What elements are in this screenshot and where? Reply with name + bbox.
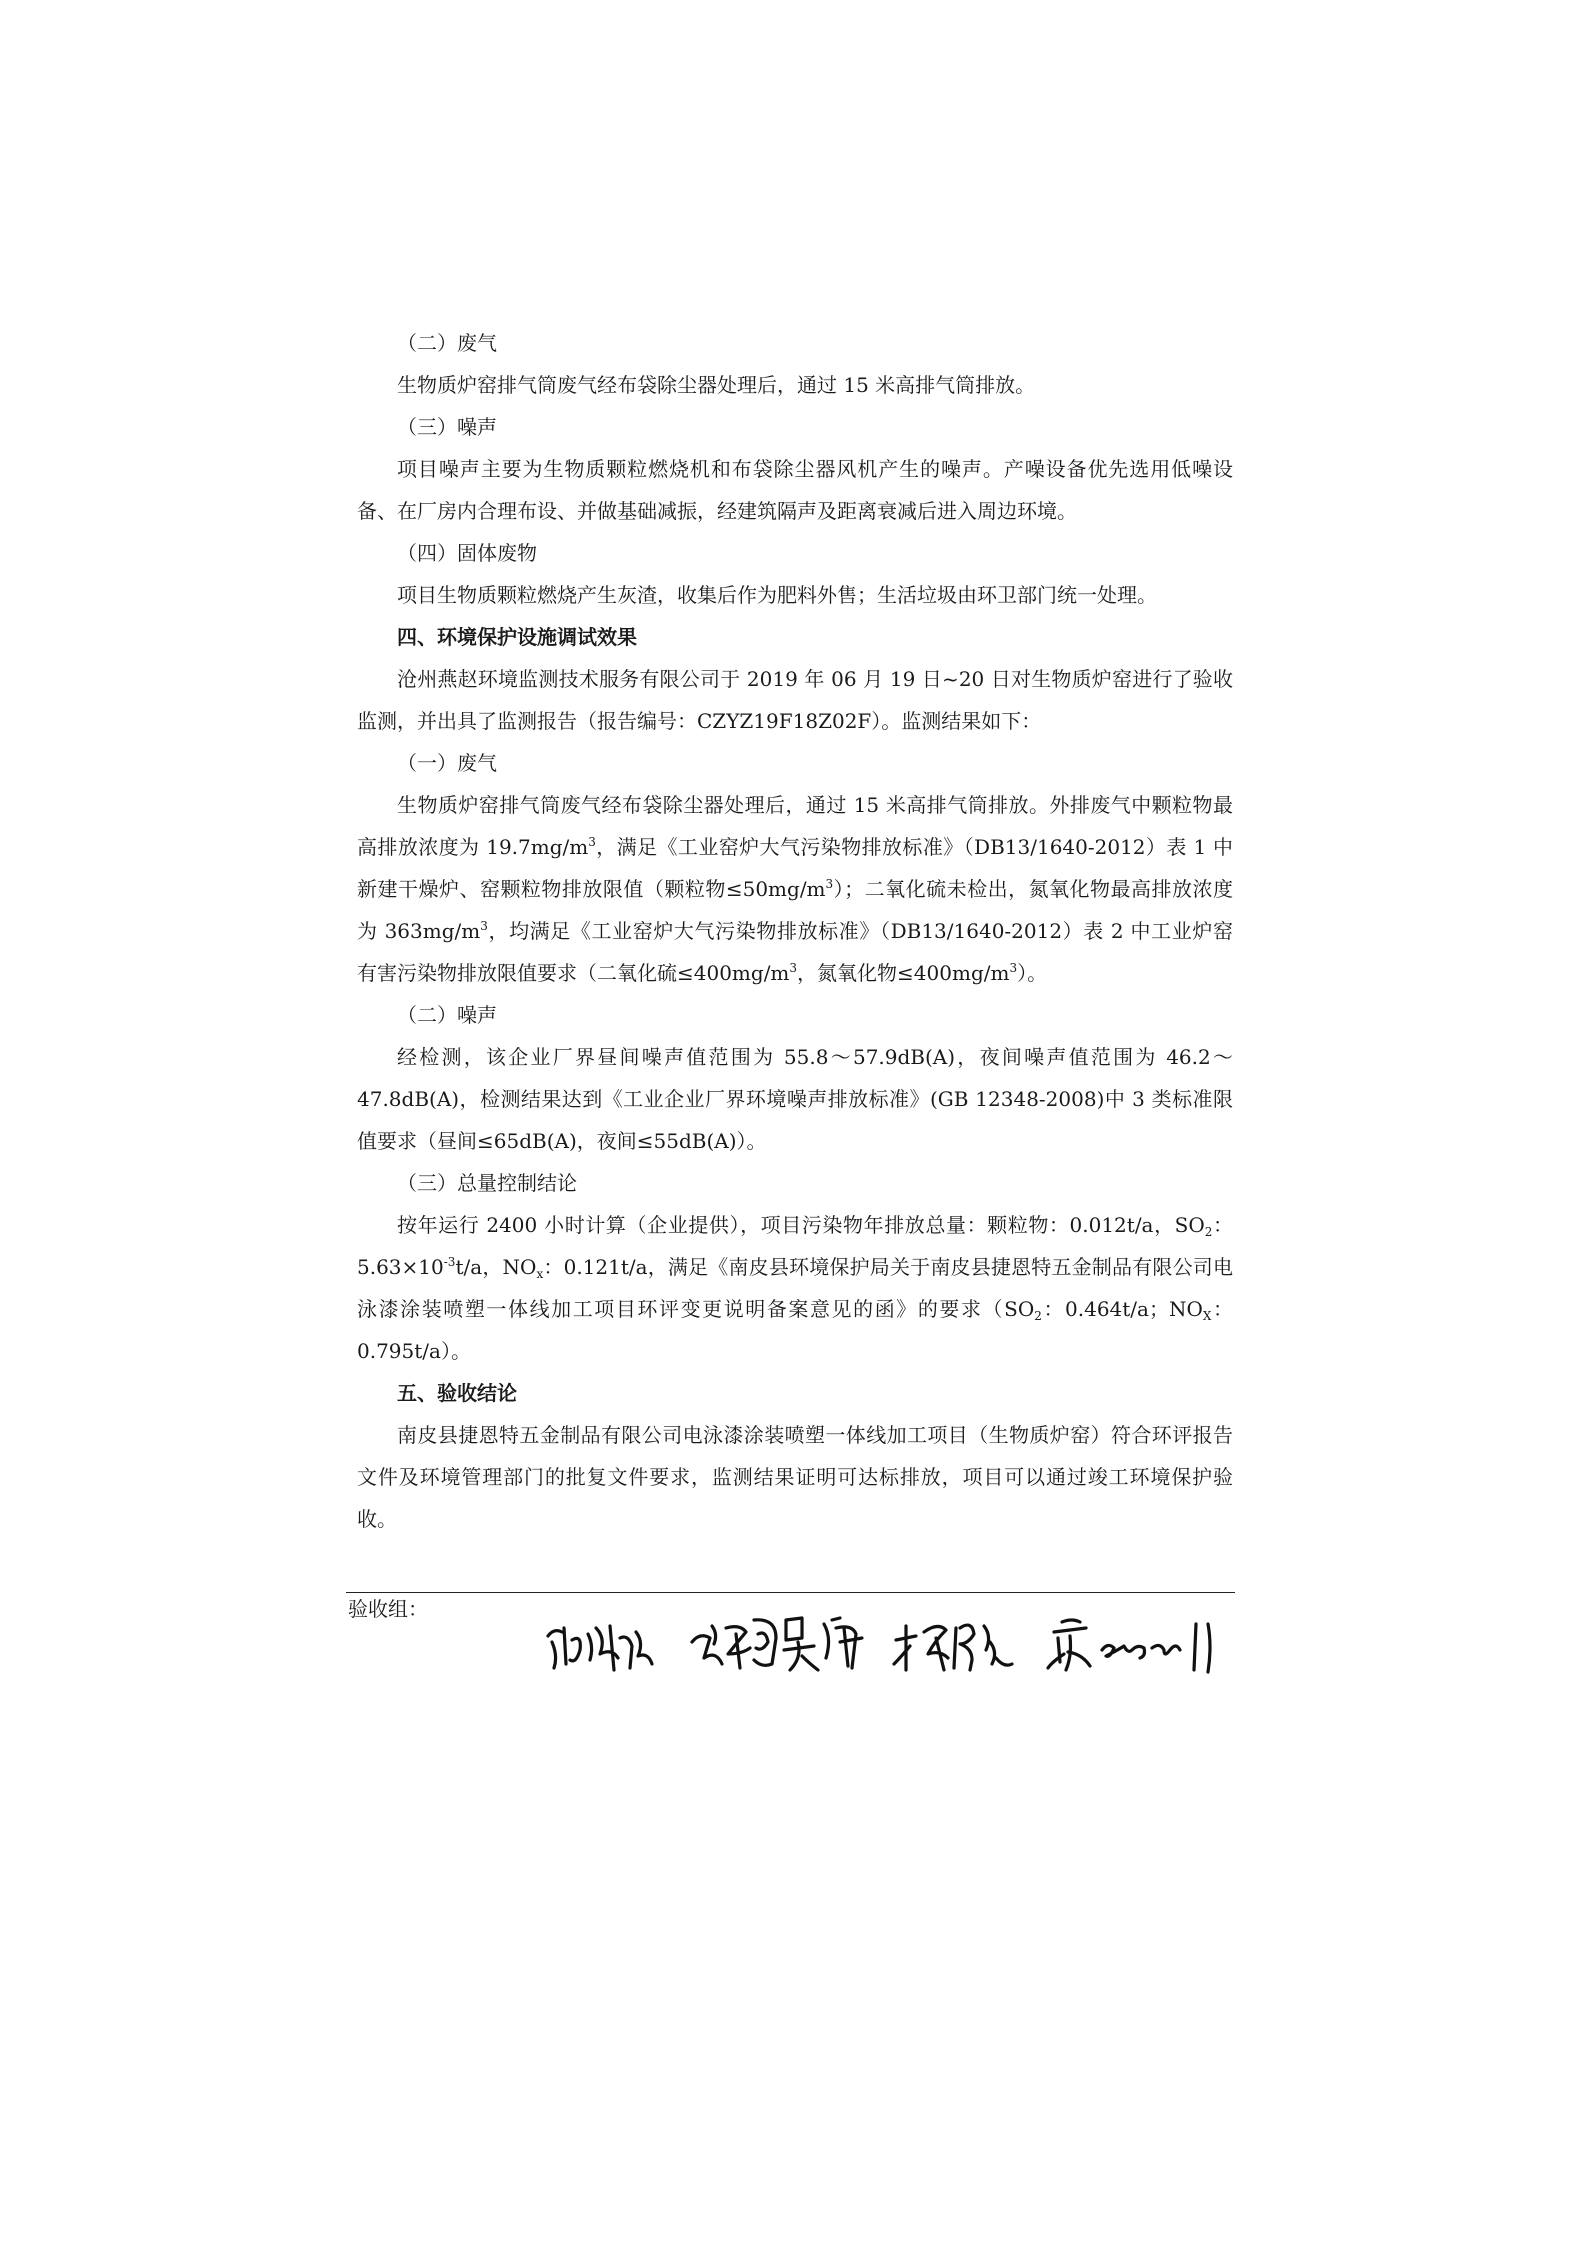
paragraph: 项目噪声主要为生物质颗粒燃烧机和布袋除尘器风机产生的噪声。产噪设备优先选用低噪设备、在厂房内合理布设、并做基础减振，经建筑隔声及距离衰减后进入周边环境。: [357, 457, 1233, 523]
paragraph: 南皮县捷恩特五金制品有限公司电泳漆涂装喷塑一体线加工项目（生物质炉窑）符合环评报告文件及环境管理部门的批复文件要求，监测结果证明可达标排放，项目可以通过竣工环境保护验收。: [357, 1423, 1233, 1531]
signature-label: 验收组：: [348, 1597, 428, 1621]
section-heading: （二）噪声: [397, 1003, 497, 1027]
superscript: 3: [789, 961, 798, 975]
text-run: ：0.121t/a，满足《南皮县环境保护局关于南皮县捷恩特五金制品有限公司电泳漆涂装喷塑一体线加工项目环评变更说明备案意见的函》的要求（SO: [357, 1255, 1233, 1321]
section-heading: （三）总量控制结论: [397, 1171, 577, 1195]
superscript: 3: [480, 919, 488, 933]
section-heading: （四）固体废物: [397, 541, 537, 565]
text-run: ：0.464t/a；NO: [1041, 1297, 1203, 1321]
text-run: ，均满足《工业窑炉大气污染物排放标准》（DB13/1640-2012）表 2 中工业炉窑有害污染物排放限值要求（二氧化硫≤400mg/m: [357, 919, 1233, 985]
signature-scribbles: [540, 1598, 1240, 1688]
text-run: ：0.795t/a）。: [357, 1297, 1233, 1363]
section-heading: （二）废气: [397, 331, 497, 355]
subscript: X: [1202, 1309, 1212, 1323]
superscript: 3: [825, 877, 834, 891]
signature-1: [548, 1626, 652, 1670]
text-run: ，满足《工业窑炉大气污染物排放标准》（DB13/1640-2012）表 1 中新建干燥炉、窑颗粒物排放限值（颗粒物≤50mg/m: [357, 835, 1234, 901]
text-run: ）。: [1017, 961, 1048, 985]
subscript: 2: [1034, 1309, 1042, 1323]
chapter-heading: 五、验收结论: [397, 1381, 517, 1405]
signature-3: [784, 1618, 862, 1670]
subscript: 2: [1204, 1225, 1213, 1239]
document-body: [357, 322, 1233, 1540]
paragraph: [357, 1204, 1233, 1372]
text-run: 按年运行 2400 小时计算（企业提供），项目污染物年排放总量：颗粒物：0.012t/a，SO: [397, 1213, 1205, 1237]
paragraph: 项目生物质颗粒燃烧产生灰渣，收集后作为肥料外售；生活垃圾由环卫部门统一处理。: [397, 583, 1157, 607]
paragraph: 生物质炉窑排气筒废气经布袋除尘器处理后，通过 15 米高排气筒排放。: [397, 373, 1036, 397]
superscript: 3: [1009, 961, 1018, 975]
handwritten-signatures: [540, 1598, 1240, 1688]
signature-2: [692, 1620, 776, 1668]
text-run: ：5.63×10: [357, 1213, 1233, 1279]
superscript: -3: [443, 1255, 456, 1269]
signature-5: [1048, 1620, 1210, 1672]
signature-rule: [346, 1592, 1235, 1593]
section-heading: （三）噪声: [397, 415, 497, 439]
text-run: 生物质炉窑排气筒废气经布袋除尘器处理后，通过 15 米高排气筒排放。外排废气中颗粒物最高排放浓度为 19.7mg/m: [357, 793, 1233, 859]
text-run: t/a，NO: [455, 1255, 537, 1279]
chapter-heading: 四、环境保护设施调试效果: [397, 625, 637, 649]
paragraph: 经检测，该企业厂界昼间噪声值范围为 55.8～57.9dB(A)，夜间噪声值范围为 46.2～47.8dB(A)，检测结果达到《工业企业厂界环境噪声排放标准》(GB 12348-2008)中 3 类标准限值要求（昼间≤65dB(A)，夜间≤55dB(A)）。: [357, 1045, 1233, 1153]
section-heading: （一）废气: [397, 751, 497, 775]
paragraph: 沧州燕赵环境监测技术服务有限公司于 2019 年 06 月 19 日~20 日对生物质炉窑进行了验收监测，并出具了监测报告（报告编号：CZYZ19F18Z02F）。监测结果如下：: [357, 667, 1233, 733]
paragraph: [357, 784, 1233, 994]
superscript: 3: [588, 835, 596, 849]
subscript: x: [536, 1267, 544, 1281]
signature-4: [894, 1625, 1012, 1670]
text-run: ，氮氧化物≤400mg/m: [797, 961, 1010, 985]
text-run: ）；二氧化硫未检出，氮氧化物最高排放浓度为 363mg/m: [357, 877, 1233, 943]
